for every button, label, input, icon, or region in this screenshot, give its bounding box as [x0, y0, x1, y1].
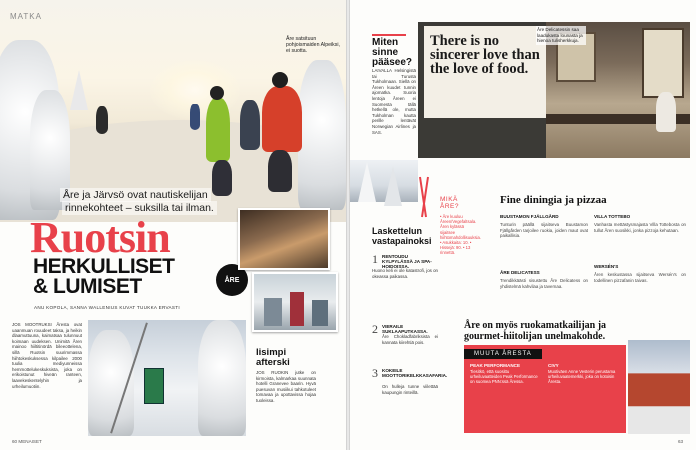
skis-icon — [418, 175, 430, 219]
funicular-photo — [88, 320, 246, 436]
wall-sign: There is no sincerer love than the love of food. — [424, 26, 546, 118]
gourmet-heading: Åre on myös ruokamatkailijan ja gourmet-hiitolijan unelmakohde. — [464, 320, 607, 342]
snow-photo — [350, 160, 418, 202]
item-text-3: On hulleja tunne viilettää kaupungin rinteillä. — [382, 384, 438, 395]
fine-sub-4: WERSÉN'S — [594, 264, 619, 269]
section-label: MATKA — [10, 12, 42, 21]
item-number-3: 3 — [372, 366, 378, 380]
headline-line-2: HERKULLISET — [33, 255, 175, 278]
laskettelun-heading: Laskettelun vastapainoksi — [372, 226, 432, 246]
item-text-1: Huono keli ei ole katastrofi, jos on okeassa paikassa. — [372, 268, 438, 279]
headline-herkulliset — [33, 257, 175, 297]
box-text-1: Tiesitkö, että suosittu urheiluvaatteiden Peak Performance on suomea PNN:ssä Åressa. — [470, 369, 538, 385]
headline-line-3: & LUMISET — [33, 275, 142, 298]
fine-sub-2: ÅRE DELICATESS — [500, 270, 540, 275]
box-heading: MUUTA ÅRESTA — [464, 349, 542, 359]
red-rule — [372, 34, 406, 36]
box-text-2: Muotiväen Anne Vesterin perustama urheiluvaatemerkki, joka on kotoisin Åresta. — [548, 369, 616, 385]
mika-are-label: MIKÄ ÅRE? — [440, 196, 459, 210]
pullquote-line-1: Åre ja Järvsö ovat nautiskelijan — [60, 188, 211, 202]
pullquote-line-2: rinnekohteet – suksilla tai ilman. — [62, 201, 217, 215]
box-sub-2: CIVY — [548, 363, 559, 368]
item-title-2: VIERAILE SUKLAAPUTKASSA. — [382, 324, 428, 334]
cafe-caption: Åre Delicatessin saa laadukasta lounasta ja hienoa tulisherkkuja. — [536, 26, 586, 45]
left-page — [0, 0, 346, 450]
mika-are-text: • Åre kuuluu Åreen/Vegefaltsala. Åren kylässä sijaitsee hiihtomahdollisuuksia. • Asukkaita: 10. • Hissejä: 90. • 13 rinnettä. — [440, 214, 481, 256]
hero-caption: Åre satsituun pohjoismaiden Alpeiksi, ei suotta. — [286, 36, 340, 54]
box-sub-1: PEAK PERFORMANCE — [470, 363, 521, 368]
item-title-3: KOKEILE MOOTTORIKELKKASAFARIA. — [382, 368, 448, 378]
magazine-spread: MATKA Åre satsituun pohjoismaiden Alpeiksi, ei suotta. Åre ja Järvsö ovat nautiskelijan rinnekohteet – suksilla tai ilman. Ruotsin HERKULLISET & LUMISET ÅRE ANU KOPOLA, SANNA WALLENIUS KUVAT TUUKKA ERVASTI JOS MOOTRUKSI Åresta ovat uaanmuan rouudeet taksa, ja heikin dlaamuttuuna, kaimatsaa tulunnuut koimaan uudeksen. Unimitä Åren mainoo hiiltitinördä bileeottelena, sillä Ruotsin suurimmassa hiihtokeskuksessa kilpailee 2000 tuulia mediyunneissa hemmottelukeskuksista, joka on erikoistunut hiveän ranteen, laavekeskentelyhin ja urheilumuotiin. lisimpi afterski JOS RUOKIN jutke on kirmoista, kalmarkaa suunnata hotelli Granevee baarin. Hyvä puesuvan musiikui tahkotuleet tomavaa ja upottavissa hojaa tuoleissa. 60 MENAISET Miten sinne pääsee? LAIVALLA Helsingistä tai Turusta Tukholmaan. Siellä on Åreen kuudet tunnin ajomatka. Suoria lentoja Åreen ei Suomesta tällä hetkellä ole, mutta Tukholman kautta perille lentävät Norwegian Airlines ja SAS. There is no sincerer love than the love of food. Åre Delicatessin saa laadukasta lounasta ja hienoa tulisherkkuja. MIKÄ ÅRE? • Åre kuuluu Åreen/Vegefaltsala. Åren kylässä sijaitsee hiihtomahdollisuuksia. • Asukkaita: 10. • Hissejä: 90. • 13 rinnettä. Laskettelun vastapainoksi 1 RENTOUDU KYLPYLÄSSÄ JA SPA-HOIDOISSA. Huono keli ei ole katastrofi, jos on okeassa paikassa. 2 VIERAILE SUKLAAPUTKASSA. Åre Chokladfabriksista ei kannata kiirehtiä pois. 3 KOKEILE MOOTTORIKELKKASAFARIA. On hulleja tunne viilettää kaupungin rinteillä. Fine diningia ja pizzaa BUUSTAMON FJÄLLGÅRD Tunturin päällä sijaitseva Buustamon Fjällgården tarjoilee ruokia, joiden maut ovat paikallisia. ÅRE DELICATESS Trendikkäästi sisustettu Åre Delicatess on yhdistelmä kahvilaa ja tavernaa. VILLA TOTTEBO Vanhasta mettästysmajasta Villa Tottebosta on tullut Åren suosikki, jonka pizzoja kehutaan. WERSÉN'S Åren keskustassa sijaitseva Wersén's on todellinen pizzafanin taivas. Åre on myös ruokamatkailijan ja gourmet-hiitolijan unelmakohde. MUUTA ÅRESTA PEAK PERFORMANCE Tiesitkö, että suosittu urheiluvaatteiden Peak Performance on suomea PNN:ssä Åressa. CIVY Muotiväen Anne Vesterin perustama urheiluvaatemerkki, joka on kotoisin Åresta. 63 — [0, 0, 696, 450]
page-folio-right: 63 — [678, 439, 684, 444]
restaurant-photo — [238, 208, 330, 270]
miten-text: LAIVALLA Helsingistä tai Turusta Tukholmaan. Siellä on Åreen kuudet tunnin ajomatka. Suoria lentoja Åreen ei Suomesta tällä hetkellä ole, mutta Tukholman kautta perille lentävät Norwegian Airlines ja SAS. — [372, 68, 416, 135]
muuta-aresta-box — [464, 345, 626, 433]
byline: ANU KOPOLA, SANNA WALLENIUS KUVAT TUUKKA ERVASTI — [34, 305, 180, 310]
fine-sub-1: BUUSTAMON FJÄLLGÅRD — [500, 214, 559, 219]
lisimpi-text: JOS RUOKIN jutke on kirmoista, kalmarkaa suunnata hotelli Granevee baarin. Hyvä puesuvan musiikui tahkotuleet tomavaa ja upottavissa hojaa tuoleissa. — [256, 370, 316, 403]
shop-photo — [252, 272, 338, 332]
building-photo — [628, 340, 690, 434]
miten-heading: Miten sinne pääsee? — [372, 37, 413, 68]
are-badge: ÅRE — [216, 264, 248, 296]
item-number-1: 1 — [372, 252, 378, 266]
headline-ruotsin: Ruotsin — [30, 213, 170, 262]
page-folio-left: 60 MENAISET — [12, 439, 42, 444]
body-column: JOS MOOTRUKSI Åresta ovat uaanmuan rouudeet taksa, ja heikin dlaamuttuuna, kaimatsaa tulunnuut koimaan uudeksen. Unimitä Åren mainoo hiiltitinördä bileeottelena, sillä Ruotsin suurimmassa hiihtokeskuksessa kilpailee 2000 tuulia mediyunneissa hemmottelukeskuksista, joka on erikoistunut hiveän ranteen, laavekeskentelyhin ja urheilumuotiin. — [12, 322, 82, 389]
item-title-1: RENTOUDU KYLPYLÄSSÄ JA SPA-HOIDOISSA. — [382, 254, 432, 269]
fine-sub-3: VILLA TOTTEBO — [594, 214, 631, 219]
item-number-2: 2 — [372, 322, 378, 336]
item-text-2: Åre Chokladfabriksista ei kannata kiirehtiä pois. — [382, 334, 438, 345]
lisimpi-heading: lisimpi afterski — [256, 347, 290, 368]
fine-dining-heading: Fine diningia ja pizzaa — [500, 194, 607, 206]
